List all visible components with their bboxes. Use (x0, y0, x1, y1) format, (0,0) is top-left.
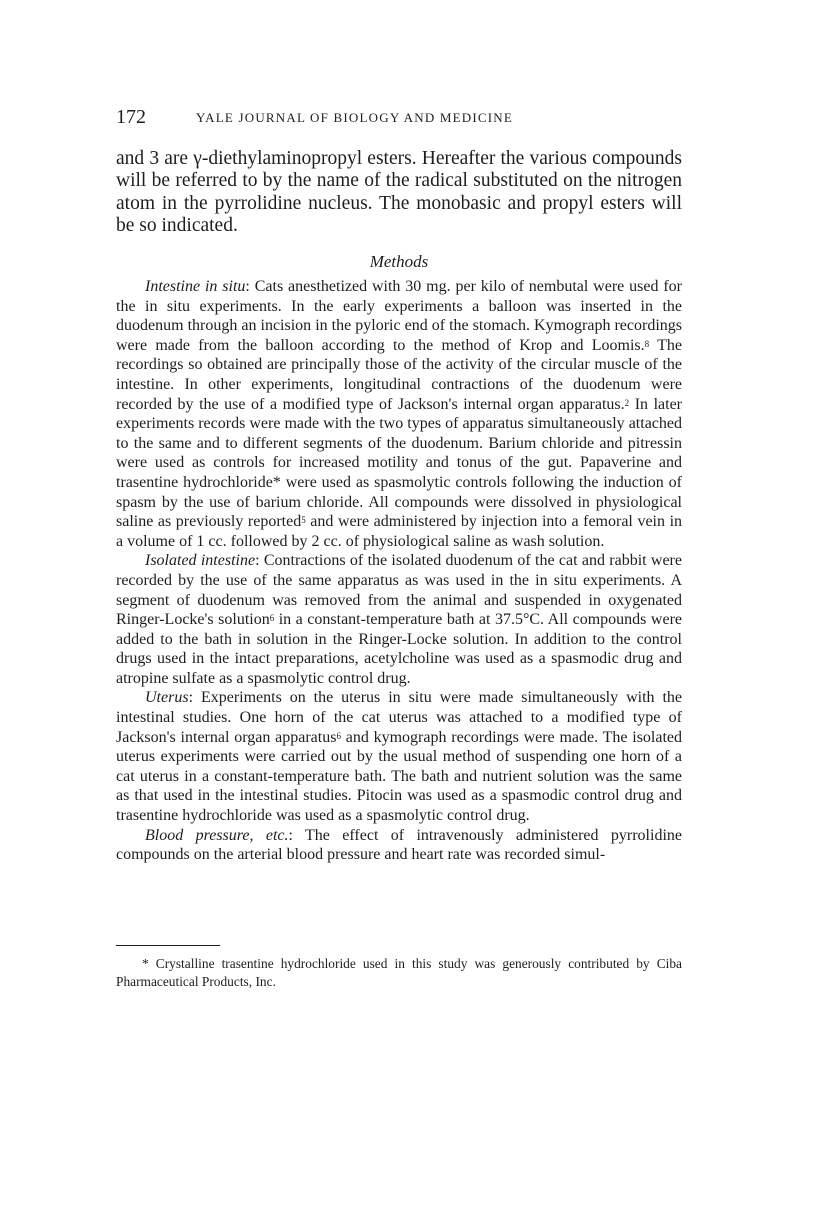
citation-ref: 6 (336, 730, 341, 741)
paragraph-intestine-in-situ (116, 277, 682, 551)
paragraph-text: The recordings so obtained are principally those of the activity of the circular muscle of the intestine. In other experiments, longitudinal contractions of the duodenum were recorded by the use of a modified type of Jackson's internal organ apparatus. (116, 336, 682, 413)
paragraph-text: : The effect of intravenously administered pyrrolidine compounds on the arterial blood pressure and heart rate was recorded simul- (116, 826, 682, 864)
section-heading-methods: Methods (369, 252, 429, 271)
paragraph-uterus (116, 688, 682, 825)
page-header (116, 106, 682, 130)
intro-paragraph: and 3 are γ-diethylaminopropyl esters. Hereafter the various compounds will be referred to by the name of the radical substituted on the nitrogen atom in the pyrrolidine nucleus. The monobasic and propyl esters will be so indicated. (116, 148, 682, 237)
paragraph-text: In later experiments records were made with the two types of apparatus simultaneously attached to the same and to different segments of the duodenum. Barium chloride and pitressin were used as controls for increased motility and tonus of the gut. Papaverine and trasentine hydrochloride* were used as spasmolytic controls following the induction of spasm by the use of barium chloride. All compounds were dissolved in physiological saline as previously reported (116, 395, 682, 531)
paragraph-text: and were administered by injection into a femoral vein in a volume of 1 cc. followed by 2 cc. of physiological saline as wash solution. (116, 513, 683, 550)
paragraph-text: : Experiments on the uterus in situ were made simultaneously with the intestinal studies. One horn of the cat uterus was attached to a modified type of Jackson's internal organ apparatus (116, 689, 682, 746)
paragraph-text: in a constant-temperature bath at 37.5°C. All compounds were added to the bath in solution in the Ringer-Locke solution. In addition to the control drugs used in the intact preparations, acetylcholine was used as a spasmodic drug and atropine sulfate as a spasmolytic control drug. (116, 611, 682, 687)
footnote: * Crystalline trasentine hydrochloride used in this study was generously contributed by Ciba Pharmaceutical Products, Inc. (116, 956, 682, 989)
citation-ref: 5 (301, 515, 306, 526)
subhead: Uterus (145, 689, 189, 707)
methods-body (116, 277, 682, 865)
citation-ref: 8 (644, 338, 650, 349)
paragraph-text: : Contractions of the isolated duodenum of the cat and rabbit were recorded by the use of the same apparatus as was used in the in situ experiments. A segment of duodenum was removed from the animal and suspended in oxygenated Ringer-Locke's solution (116, 552, 682, 629)
subhead: Blood pressure, etc. (145, 826, 289, 844)
page-number: 172 (116, 106, 146, 128)
paragraph-text: and kymograph recordings were made. The isolated uterus experiments were carried out by the usual method of suspending one horn of a cat uterus in a constant-temperature bath. The bath and nutrient solution was the same as that used in the intestinal studies. Pitocin was used as a spasmodic control drug and trasentine hydrochloride was used as a spasmolytic control drug. (116, 728, 683, 825)
footnote-divider (116, 945, 220, 946)
citation-ref: 6 (269, 613, 275, 624)
subhead: Isolated intestine (145, 552, 256, 570)
running-title: YALE JOURNAL OF BIOLOGY AND MEDICINE (196, 110, 514, 125)
paragraph-text: : Cats anesthetized with 30 mg. per kilo of nembutal were used for the in situ experiments. In the early experiments a balloon was inserted in the duodenum through an incision in the pyloric end of the stomach. Kymograph recordings were made from the balloon according to the method of Krop and Loomis. (116, 278, 683, 354)
citation-ref: 2 (624, 397, 630, 408)
paragraph-blood-pressure (116, 826, 682, 865)
subhead: Intestine in situ (145, 278, 246, 295)
paragraph-isolated-intestine (116, 551, 682, 688)
